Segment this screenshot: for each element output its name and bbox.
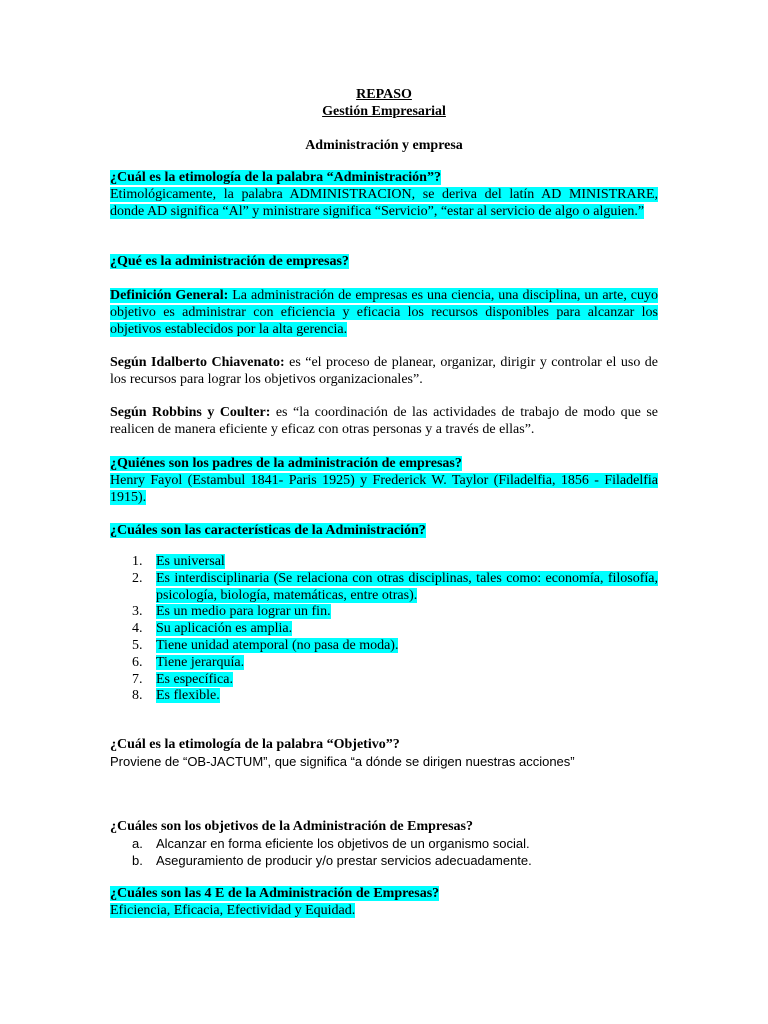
def-general [110, 288, 658, 338]
list-item: 4. Su aplicación es amplia. [132, 621, 293, 637]
characteristics-list [110, 554, 658, 705]
list-item: 1. Es universal [132, 554, 225, 569]
objectives-list [110, 836, 658, 870]
q6-block [110, 819, 658, 836]
document-title: REPASO [356, 87, 412, 102]
list-item: b. Aseguramiento de producir y/o prestar servicios adecuadamente. [132, 852, 532, 868]
def-robbins [110, 405, 658, 439]
def-chiavenato-label: Según Idalberto Chiavenato: [110, 355, 285, 370]
q3-answer: Henry Fayol (Estambul 1841- Paris 1925) y Frederick W. Taylor (Filadelfia, 1856 - Filadelfia 1915). [110, 472, 658, 505]
list-item: 8. Es flexible. [132, 688, 220, 704]
list-item: 7. Es específica. [132, 671, 233, 687]
def-robbins-text: es “la coordinación de las actividades de trabajo de modo que se realicen de manera eficiente y eficaz con otras personas y a través de ellas”. [110, 405, 658, 437]
q4-question: ¿Cuáles son las características de la Administración? [110, 523, 426, 538]
list-item: 2. Es interdisciplinaria (Se relaciona con otras disciplinas, tales como: economía, filosofía, psicología, biología, matemáticas, entre otras). [132, 570, 658, 603]
q1-question: ¿Cuál es la etimología de la palabra “Administración”? [110, 170, 441, 185]
q5-answer: Proviene de “OB-JACTUM”, que significa “a dónde se dirigen nuestras acciones” [110, 754, 575, 769]
section-heading: Administración y empresa [305, 138, 463, 153]
list-item: 6. Tiene jerarquía. [132, 654, 245, 670]
q5-block [110, 737, 658, 754]
def-robbins-label: Según Robbins y Coulter: [110, 405, 271, 420]
q7-answer: Eficiencia, Eficacia, Efectividad y Equidad. [110, 902, 356, 918]
q3-block [110, 456, 658, 506]
q5-answer-block [110, 754, 658, 771]
list-item: 5. Tiene unidad atemporal (no pasa de moda). [132, 637, 399, 653]
list-item: 3. Es un medio para lograr un fin. [132, 604, 331, 620]
q6-question: ¿Cuáles son los objetivos de la Administración de Empresas? [110, 819, 473, 834]
def-chiavenato-text: es “el proceso de planear, organizar, dirigir y controlar el uso de los recursos para lograr los objetivos organizacionales”. [110, 355, 659, 387]
q5-question: ¿Cuál es la etimología de la palabra “Objetivo”? [110, 737, 400, 752]
q7-block [110, 886, 658, 920]
document-page [110, 0, 658, 1024]
def-general-label: Definición General: [110, 288, 229, 303]
q3-question: ¿Quiénes son los padres de la administración de empresas? [110, 456, 462, 471]
q2-block [110, 254, 658, 271]
q7-question: ¿Cuáles son las 4 E de la Administración de Empresas? [110, 886, 440, 901]
q2-question: ¿Qué es la administración de empresas? [110, 254, 349, 269]
def-chiavenato [110, 355, 658, 389]
document-subtitle: Gestión Empresarial [322, 104, 446, 119]
q1-answer: Etimológicamente, la palabra ADMINISTRACION, se deriva del latín AD MINISTRARE, donde AD significa “Al” y ministrare significa “Servicio”, “estar al servicio de algo o alguien.” [110, 186, 658, 219]
q4-block [110, 523, 658, 540]
list-item: a. Alcanzar en forma eficiente los objetivos de un organismo social. [132, 836, 530, 851]
q1-block [110, 170, 658, 220]
def-general-text: La administración de empresas es una ciencia, una disciplina, un arte, cuyo objetivo es administrar con eficiencia y eficacia los recursos disponibles para alcanzar los objetivos establecidos por la alta gerencia. [110, 288, 658, 337]
